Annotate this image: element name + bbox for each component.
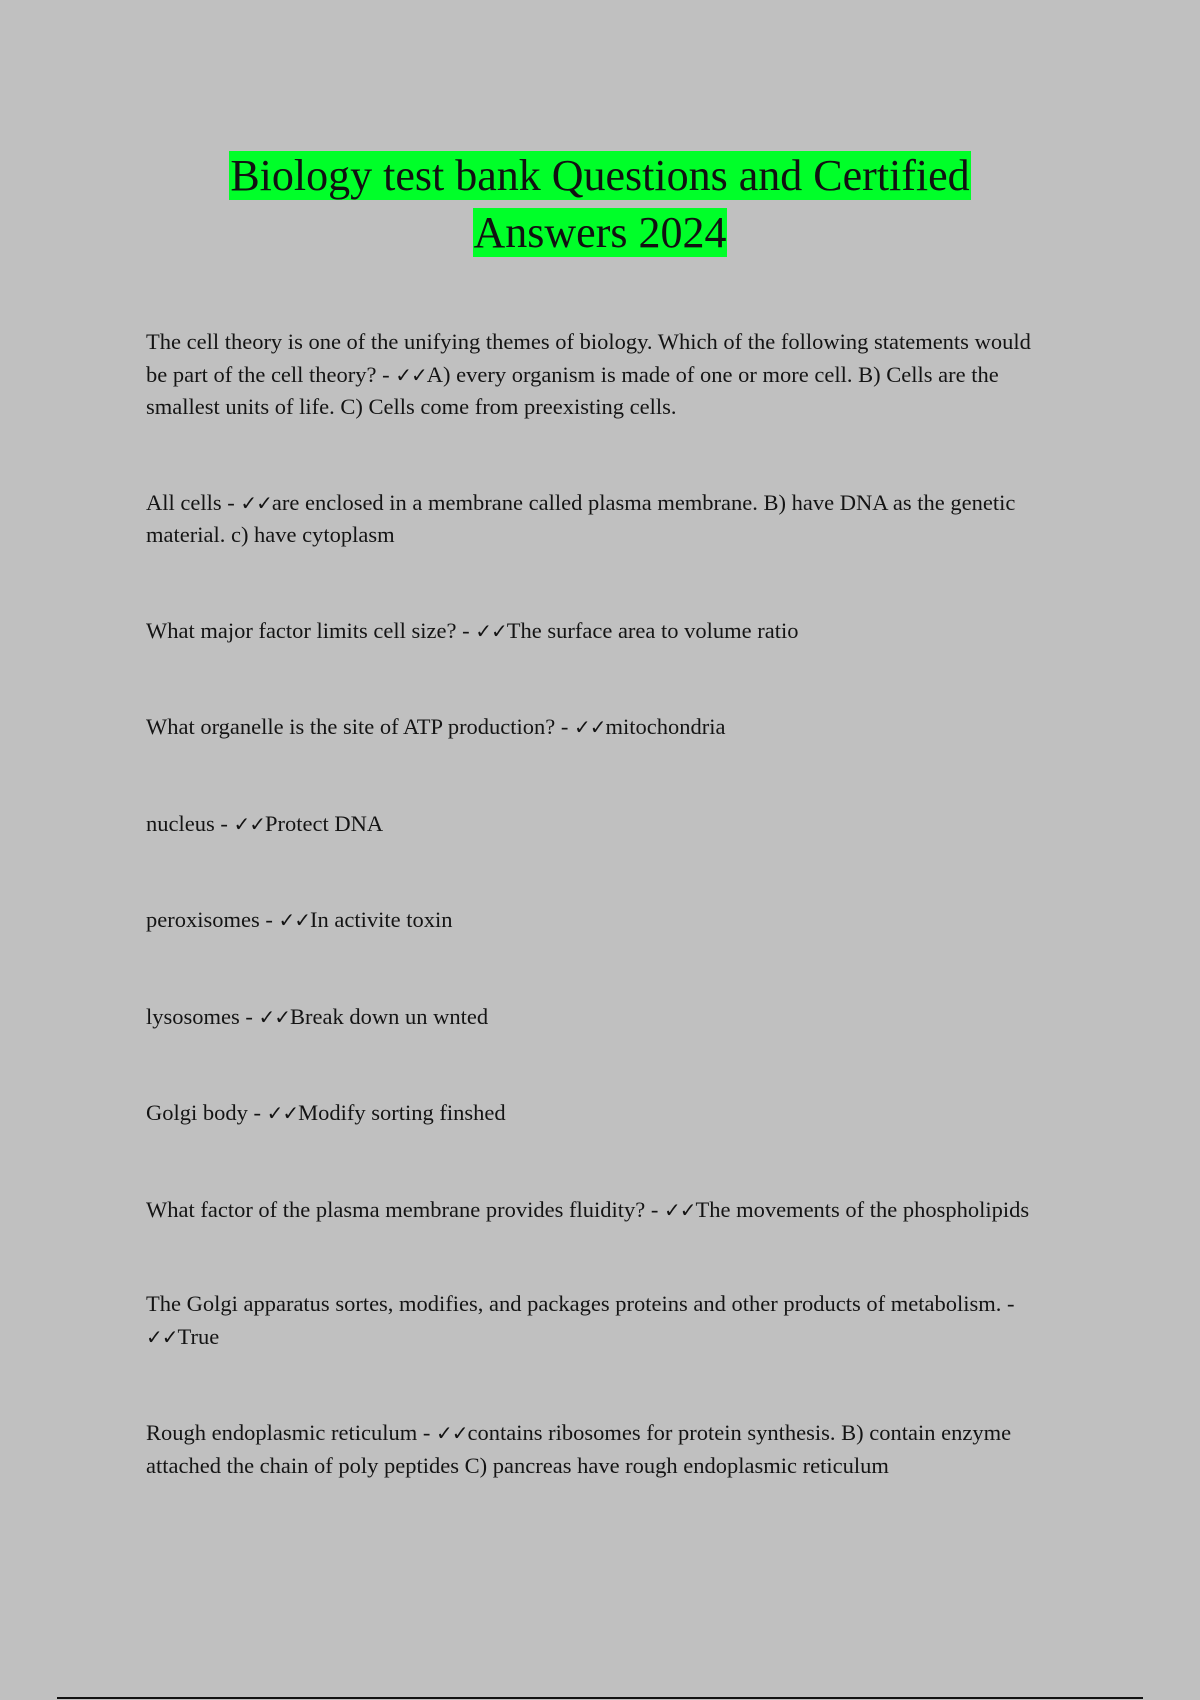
title-line-1: Biology test bank Questions and Certified	[230, 151, 970, 200]
double-check-icon: ✓✓	[435, 1421, 468, 1445]
answer-text: Break down un wnted	[290, 1003, 489, 1029]
double-check-icon: ✓✓	[258, 1004, 291, 1029]
question-text: peroxisomes -	[146, 907, 279, 932]
qa-entry	[146, 904, 1046, 937]
qa-entry	[146, 615, 1046, 648]
question-text: lysosomes -	[146, 1003, 259, 1029]
question-text: All cells -	[146, 489, 241, 515]
question-text: What organelle is the site of ATP production? -	[146, 714, 575, 739]
answer-text: contains ribosomes for protein synthesis. B) contain enzyme attached the chain of poly peptides C) pancreas have rough endoplasmic reticulum	[146, 1420, 1012, 1478]
answer-text: Protect DNA	[265, 810, 384, 836]
question-text: What factor of the plasma membrane provides fluidity? -	[146, 1196, 664, 1222]
question-text: What major factor limits cell size? -	[146, 617, 476, 643]
question-text: The cell theory is one of the unifying themes of biology. Which of the following statements would be part of the cell theory? -	[146, 329, 1031, 387]
double-check-icon: ✓✓	[395, 362, 427, 387]
answer-text: The surface area to volume ratio	[506, 617, 799, 643]
document-title	[100, 147, 1100, 261]
answer-text: In activite toxin	[310, 907, 453, 932]
qa-entry	[146, 1417, 1046, 1482]
question-text: nucleus -	[146, 810, 234, 836]
answer-text: are enclosed in a membrane called plasma membrane. B) have DNA as the genetic material. c) have cytoplasm	[146, 489, 1016, 547]
title-line-2: Answers 2024	[473, 208, 727, 257]
double-check-icon: ✓✓	[574, 715, 606, 739]
double-check-icon: ✓✓	[266, 1101, 299, 1125]
page-bottom-rule	[57, 1697, 1143, 1699]
qa-entry	[146, 1194, 1046, 1227]
double-check-icon: ✓✓	[240, 490, 272, 515]
double-check-icon: ✓✓	[475, 618, 507, 643]
answer-text: True	[177, 1323, 220, 1349]
double-check-icon: ✓✓	[233, 811, 265, 836]
qa-list	[146, 326, 1046, 1482]
qa-entry	[146, 808, 1046, 841]
qa-entry	[146, 487, 1046, 552]
question-text: The Golgi apparatus sortes, modifies, and packages proteins and other products of metabolism. -	[146, 1291, 1015, 1316]
double-check-icon: ✓✓	[146, 1324, 178, 1349]
double-check-icon: ✓✓	[278, 908, 310, 932]
qa-entry	[146, 711, 1046, 744]
double-check-icon: ✓✓	[663, 1197, 696, 1222]
question-text: Rough endoplasmic reticulum -	[146, 1420, 436, 1445]
qa-entry	[146, 1288, 1046, 1353]
qa-entry	[146, 1001, 1046, 1034]
answer-text: Modify sorting finshed	[298, 1100, 506, 1125]
question-text: Golgi body -	[146, 1100, 267, 1125]
answer-text: mitochondria	[605, 714, 726, 739]
answer-text: A) every organism is made of one or more cell. B) Cells are the smallest units of life. C) Cells come from preexisting cells.	[146, 361, 999, 419]
answer-text: The movements of the phospholipids	[695, 1196, 1030, 1222]
qa-entry	[146, 1097, 1046, 1130]
qa-entry	[146, 326, 1046, 424]
